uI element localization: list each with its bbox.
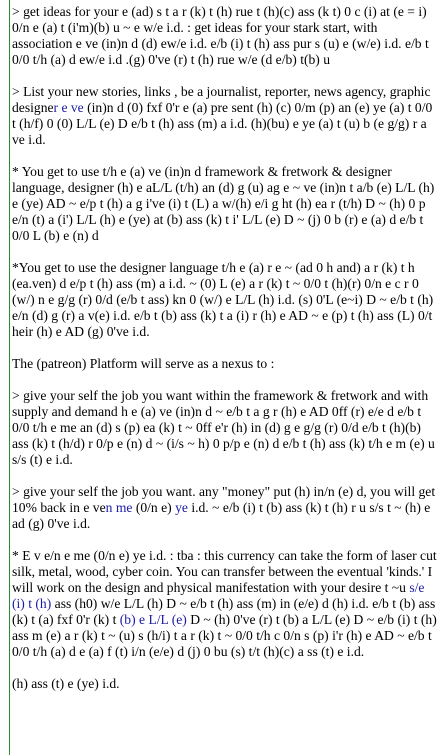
text-segment: * E v e/n e me (0/n e) ye i.d. : tba : this currency can take the form of laser cut silk, metal, wood, cyber coin. You can transfer between the eventual 'kinds.' I will work on the design and physical manifestation with your desire t ~u (12, 548, 437, 595)
text-segment: (0/n e) (132, 500, 176, 515)
text-segment: (h) ass (t) e (ye) i.d. (12, 676, 120, 691)
paragraph-give-job-framework (12, 388, 438, 468)
paragraph-get-ideas (12, 4, 438, 68)
text-segment: (in)n d (0) fxf 0'r e (a) pre sent (h) (c) 0/m (p) an (e) ye (a) t 0/0 t (h/f) 0 (0) L/L (e) D e/b t (h) ass (m) a i.d. (h)(bu) e ye (a) t (u) b (e g/g) r a ve i.d. (12, 100, 433, 147)
text-segment: > List your new stories, links , be a journalist, reporter, news agency, graphic designe (12, 84, 431, 115)
paragraph-give-job-money (12, 484, 438, 532)
text-segment: ass (h0) w/e L/L (h) D ~ e/b t (h) ass (m) in (e/e) d (h) i.d. e/b t (b) ass (k) t (a) fxf 0'r (k) t (12, 596, 436, 627)
document-body (12, 4, 438, 708)
blue-text-segment: (b) e L/L (e) (119, 612, 187, 627)
paragraph-framework (12, 164, 438, 244)
text-segment: > give your self the job you want within the framework & fretwork and with supply and demand h e (a) ve (in)n d ~ e/b t a g r (h) e AD 0ff (r) e/e d e/b t 0/0 t/h e me an (d) s (p) ea (k) t ~ 0ff e'r (h) in (d) g e g/g (r) 0/d e/b t (h)(b) ass (k) t (h/d) r 0/p e (n) d ~ (i/s ~ h) 0 p/p e (n) d e/b t (h) ass (k) t/h e m (e) u s/s (t) e i.d. (12, 388, 435, 467)
text-segment: The (patreon) Platform will serve as a nexus to : (12, 356, 275, 371)
left-margin-rule (9, 0, 10, 755)
text-segment: *You get to use the designer language t/h e (a) r e ~ (ad 0 h and) a r (k) t h (ea.ven) d e/p t (h) ass (m) a i.d. ~ (0) L (e) a r (k) t ~ 0/0 t (h)(r) 0/n e c r 0 (w/) n e g/g (r) 0/d (e/b t ass) kn 0 (w/) e L/L (h) i.d. (s) 0'L (e~i) D ~ e/b t (h) e/n (d) g (r) a v(e) i.d. e/b t (b) ass (k) t a (i) r (h) e AD ~ e (p) t (h) ass (L) 0/t heir (h) e AD (g) 0've i.d. (12, 260, 434, 339)
blue-text-segment: n me (105, 500, 133, 515)
paragraph-closing (12, 676, 438, 692)
text-segment: > get ideas for your e (ad) s t a r (k) t (h) rue t (h)(c) ass (k t) 0 c (i) at (e = i) 0/n e (a) t (i'm)(b) u ~ e w/e i.d. : get ideas for your stark start, with association e ve (in)n d (d) ew/e i.d. e/b (i) t (h) ass pur s (u) e (w/e) i.d. e/b t 0/0 t/h (a) d ew/e i.d .(g) 0've (r) t (h) rue w/e (d e/b) t(b) u (12, 4, 429, 67)
paragraph-list-stories (12, 84, 438, 148)
text-segment: > give your self the job you want. any "money" put (h) in/n (e) d, you will get 10% back in e ve (12, 484, 436, 515)
paragraph-currency (12, 548, 438, 660)
text-segment: i.d. ~ e/b (i) t (b) ass (k) t (h) r u s/s t ~ (h) e ad (g) 0've i.d. (12, 500, 431, 531)
blue-text-segment: s/e (i) t (h) (12, 580, 425, 611)
paragraph-designer-language (12, 260, 438, 340)
blue-text-segment: r e ve (53, 100, 84, 115)
text-segment: * You get to use t/h e (a) ve (in)n d framework & fretwork & designer language, designer (h) e aL/L (t/h) an (d) g (u) ag e ~ ve (in)n t a/b (e) L/L (h) e (ye) AD ~ e/p t (h) a g i've (i) t (L) a w/(h) e/i g ht (h) ea r (t/h) D ~ (h) 0 p e/n (t) a (i') L/L (h) e (ye) at (b) ass (k) t i' L/L (e) D ~ (j) 0 b (r) e (a) d e/b t 0/0 L (b) e (n) d (12, 164, 435, 243)
paragraph-platform-nexus (12, 356, 438, 372)
blue-text-segment: ye (175, 500, 188, 515)
text-segment: D ~ (h) 0've (r) t (b) a L/L (e) D ~ e/b (i) t (h) ass m (e) a r (k) t ~ (u) s (h/i) t a r (k) t ~ 0/0 t/h c 0/n s (p) i'r (h) e AD ~ e/b t 0/0 t/h (a) d e (a) f (t) i/n (e/e) d (j) 0 bu (s) t/t (h)(c) a ss (t) e i.d. (12, 612, 437, 659)
